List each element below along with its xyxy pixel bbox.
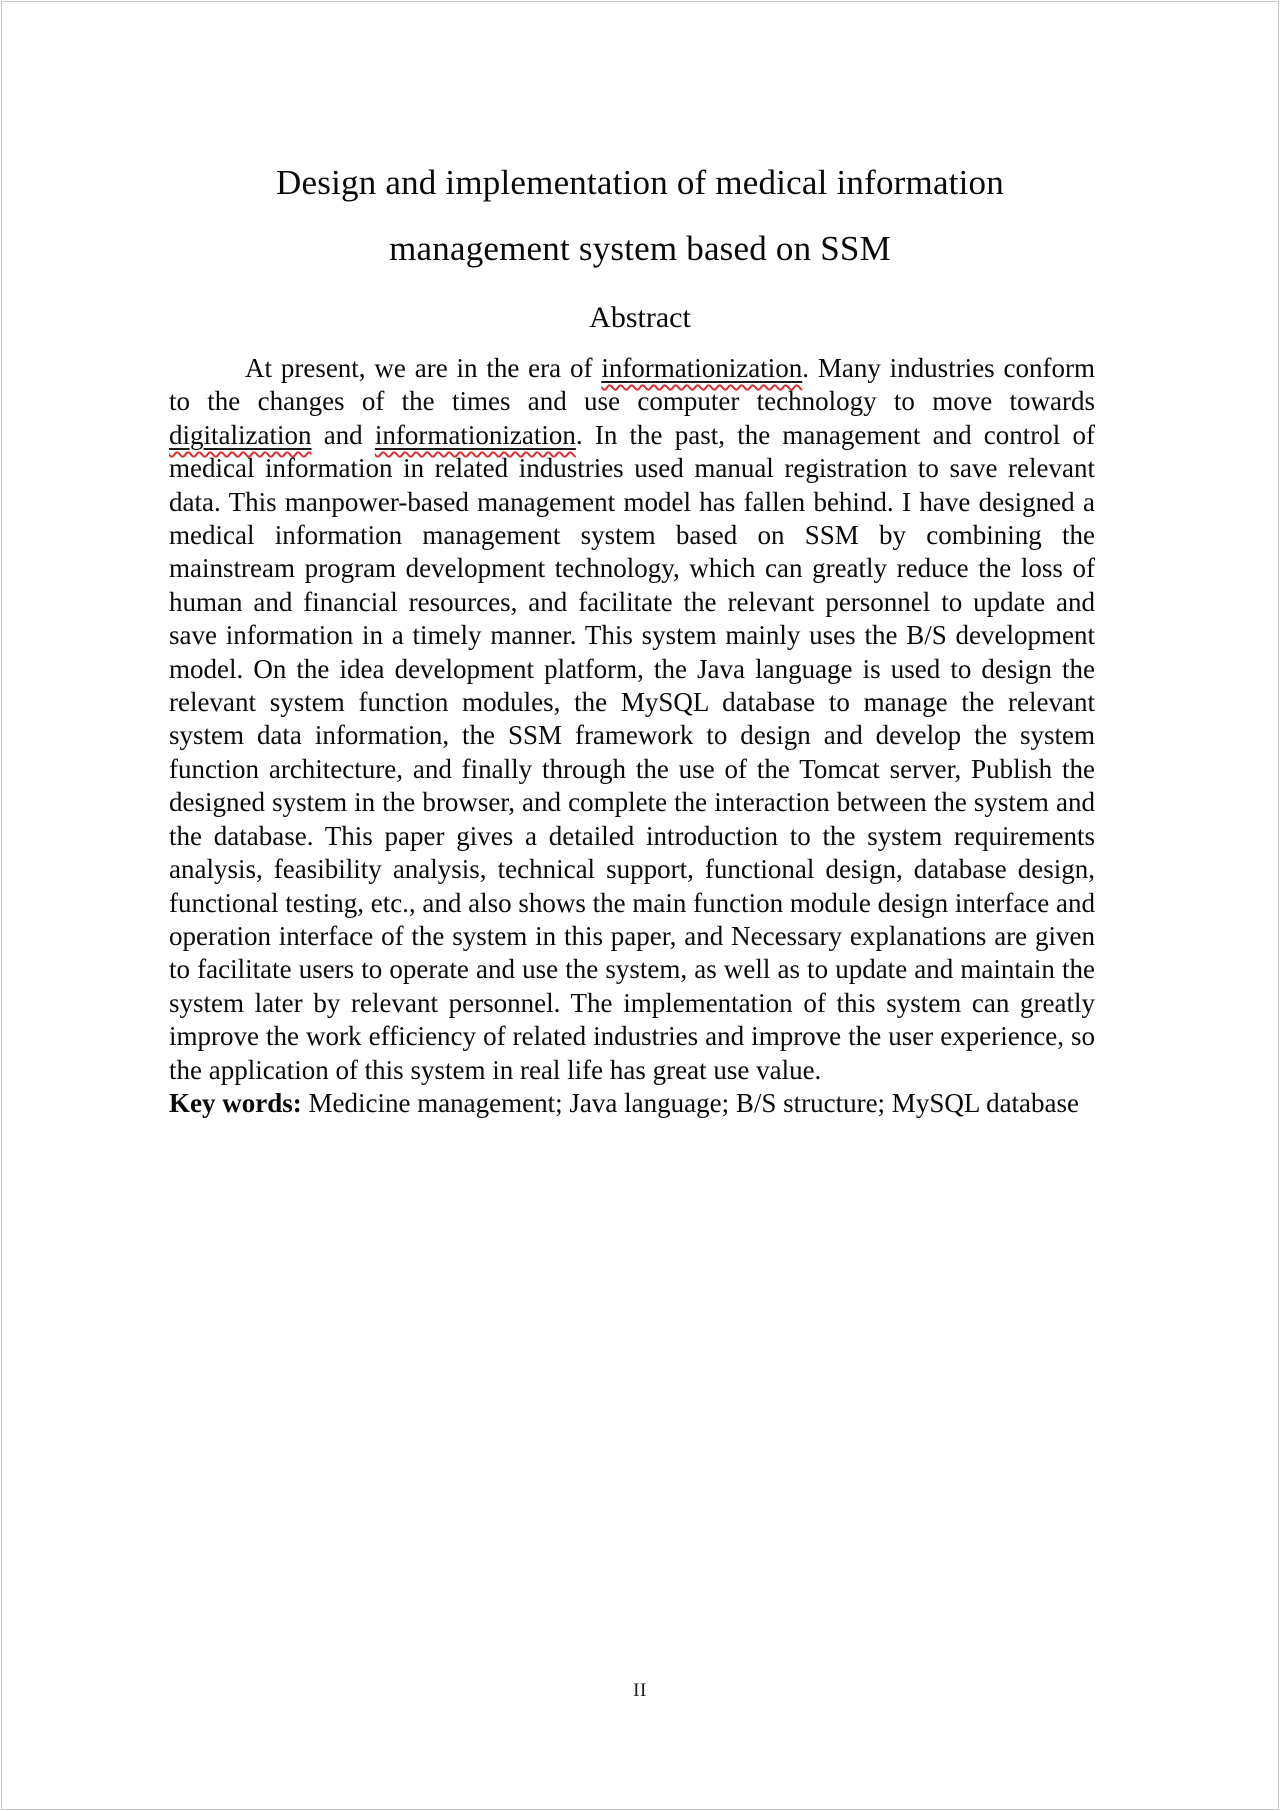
keywords-line bbox=[169, 1087, 1095, 1120]
spellchecked-underlined-word: informationization bbox=[374, 419, 576, 450]
spellchecked-underlined-word: digitalization bbox=[169, 419, 312, 450]
abstract-heading: Abstract bbox=[589, 301, 691, 334]
document-title bbox=[0, 0, 1280, 282]
keywords-text: Medicine management; Java language; B/S structure; MySQL database bbox=[301, 1087, 1080, 1118]
spellchecked-underlined-word: informationization bbox=[601, 353, 803, 383]
title-line-1: Design and implementation of medical information bbox=[276, 163, 1004, 202]
abstract-paragraph: At present, we are in the era of informationization. Many industries conform to the changes of the times and use computer technology to move towards digitalization and informationization. In the past, the management and control of medical information in related industries used manual registration to save relevant data. This manpower-based management model has fallen behind. I have designed a medical information management system based on SSM by combining the mainstream program development technology, which can greatly reduce the loss of human and financial resources, and facilitate the relevant personnel to update and save information in a timely manner. This system mainly uses the B/S development model. On the idea development platform, the Java language is used to design the relevant system function modules, the MySQL database to manage the relevant system data information, the SSM framework to design and develop the system function architecture, and finally through the use of the Tomcat server, Publish the designed system in the browser, and complete the interaction between the system and the database. This paper gives a detailed introduction to the system requirements analysis, feasibility analysis, technical support, functional design, database design, functional testing, etc., and also shows the main function module design interface and operation interface of the system in this paper, and Necessary explanations are given to facilitate users to operate and use the system, as well as to update and maintain the system later by relevant personnel. The implementation of this system can greatly improve the work efficiency of related industries and improve the user experience, so the application of this system in real life has great use value. bbox=[169, 353, 1096, 1085]
keywords-label: Key words: bbox=[169, 1087, 302, 1118]
page-number: II bbox=[633, 1680, 647, 1701]
title-line-2: management system based on SSM bbox=[389, 229, 891, 268]
